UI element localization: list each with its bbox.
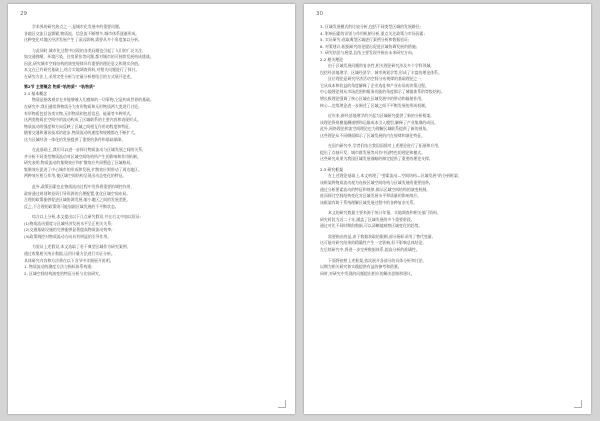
text-line: 学术界的研究热点之一,是城市化发展中的重要问题。 [32, 24, 123, 29]
text-line: 随着交通和通讯技术的进步,物质流动的速度和规模都在不断扩大。 [24, 130, 139, 136]
subsection-heading: 2.1 基本概念 [24, 90, 47, 96]
text-line: 区位理论是研究经济活动空间分布规律的基础理论之一, [328, 76, 423, 82]
text-line: 它从成本和收益的角度解释了企业选址和产业布局的决策过程。 [320, 82, 429, 88]
text-line: 在此基础上,我们可以进一步探讨物质流动与区域发展之间的关系, [32, 147, 144, 153]
text-line: 以期为相关研究和实践提供有益的参考和借鉴。 [320, 264, 402, 270]
text-line: 与此同时,城市化过程中出现的各类问题也引起了人们的广泛关注, [32, 47, 144, 53]
text-line: 进而探讨空间结构变化对区域发展水平和质量的影响效应。 [320, 193, 422, 199]
text-line: 1. 物质流动的测度方法与指标体系构建; [24, 264, 93, 270]
text-line: 这为区域经济一体化的发展提供了重要的条件和基础保障。 [24, 136, 126, 142]
text-line: 物质是指客观存在并能够被人们感知的一切事物,它是构成世界的基础。 [32, 97, 154, 103]
text-line: 该理论将规模报酬递增和运输成本引入模型,解释了产业集聚的成因。 [320, 119, 438, 125]
text-line: 在研究中,我们通常将物质分为有形物质和无形物质两大类进行讨论。 [24, 104, 142, 110]
text-line: 具体研究内容和方法将在以下各节中详细展开说明。 [24, 257, 114, 263]
text-line: 此外,网络理论和流空间理论也为理解区域联系提供了新的视角。 [320, 126, 431, 132]
text-line: 通过收集相关统计数据,运用计量方法进行实证分析。 [24, 250, 115, 256]
text-line: 增长极理论强调了核心区域在区域发展中的带动和辐射作用。 [320, 96, 426, 102]
text-line: 同时,对研究中发现的问题提出相应的解决思路和建议。 [320, 270, 415, 276]
subsection-heading: 2.2 相关理论 [320, 56, 343, 62]
section-heading: 第2节 主要概念 物质“轨物质” “轨物质” [24, 84, 96, 90]
page-body [24, 24, 281, 277]
text-line: 2. 区域空间结构演变的特征分析与比较研究。 [24, 270, 103, 276]
text-line: 为验证上述假设,本文选取了若干典型区域作为研究案例, [32, 244, 128, 250]
text-line: 反之,不合理的政策则可能加剧区域发展的不平衡状态。 [24, 203, 119, 209]
text-line: 并分析不同类型物质流动对区域空间结构所产生的影响和作用机制。 [24, 153, 141, 159]
text-line: 通过分析要素流动的特征和规律,揭示区域空间结构的演变机制。 [320, 186, 431, 192]
text-line: 合理的政策能够促进区域协调发展,缩小地区之间的发展差距。 [24, 197, 131, 203]
text-line: 这可能对研究结果的精确性产生一定影响,但不影响总体结论。 [320, 240, 427, 246]
text-line: 在国内研究中,学者们结合我国国情对上述理论进行了拓展和应用, [328, 143, 440, 149]
text-line: 通过对比不同时期的数据,可以清晰地观察区域变化的趋势。 [320, 223, 423, 229]
text-line: (3)政策调控对物质流动方向具有明显的引导作用。 [24, 233, 112, 239]
text-line: 需要指出的是,由于数据获取的限制,部分指标采用了替代变量, [328, 233, 433, 239]
text-line: 此外,政策因素也在物质流动过程中发挥着重要的调控作用, [32, 184, 132, 190]
text-line: 4. 影响因素的识别与作用机制分析,重点关注政策与市场因素; [320, 30, 425, 36]
subsection-heading: 2.3 研究框架 [320, 166, 343, 172]
text-line: 研究表明,物质流动的集聚效应和扩散效应共同塑造了区域格局。 [24, 160, 135, 166]
text-line: 近年来,新经济地理学的兴起为区域研究提供了新的分析框架, [328, 113, 432, 119]
text-line: 有形物质包括各类实物,无形物质则包括信息、能量等多种形式。 [24, 110, 135, 116]
text-line: 3. 区域发展模式的比较分析,包括不同类型区域的发展路径; [320, 24, 421, 29]
text-line: 5. 实证研究:选取典型区域进行案例分析和数据验证; [320, 37, 410, 43]
text-line: 各地区交流日益频繁,物质流、信息流不断增多,城市体系逐渐形成。 [24, 30, 140, 36]
text-line: 6. 对策建议:根据研究结论提出促进区域协调发展的措施; [320, 43, 418, 49]
page-number: 29 [20, 11, 27, 17]
text-line: 该框架将物质流动视为连接区域空间结构与区域发展的重要纽带。 [320, 180, 433, 186]
text-line: 这些研究成果为我国区域发展战略的制定提供了重要的理论支撑。 [320, 156, 433, 162]
text-line: 7. 研究结论与展望,总结主要发现并指出未来研究方向。 [320, 50, 416, 56]
text-line: 由于区域发展问题的复杂性,相关理论研究涉及多个学科领域, [328, 63, 432, 69]
text-line: (2)交通基础设施的完善能够显著提高物质流动效率; [24, 227, 113, 233]
text-line: 物质流动的强度和方向反映了区域之间相互作用的程度和特征。 [24, 123, 133, 129]
text-line: 在上述理论基础上,本文构建了“要素流动—空间结构—区域发展”的分析框架, [328, 173, 460, 179]
document-page-left [8, 4, 295, 414]
text-line: (1)物质流动强度与区域经济发展水平呈正相关关系; [24, 220, 113, 226]
text-line: 中心地理论则从市场范围和服务功能的角度揭示了城镇体系的等级结构。 [320, 89, 445, 95]
page-corner-mark [278, 400, 286, 408]
text-line: 因此,研究城市空间结构的演变规律具有重要的理论意义和现实价值。 [24, 60, 142, 66]
text-line: 核心—边缘理论进一步阐述了区域之间不平衡发展的形成机制。 [320, 102, 429, 108]
text-line: 如交通拥堵、环境污染、住房紧张等问题,都对城市的可持续发展构成挑战。 [24, 54, 154, 60]
text-line: 两种效应相互作用,使区域空间结构呈现出动态变化的特征。 [24, 173, 127, 179]
text-line: 本文的研究数据主要来源于统计年鉴、实地调查和相关部门资料, [328, 210, 439, 216]
text-line: 本文在已有研究基础上,结合实地调查资料,对相关问题进行了探讨。 [24, 67, 140, 73]
text-line: 这种变化对地区经济发展产生了深远影响,需要从多个角度加以分析。 [24, 37, 142, 43]
text-line: 综合以上分析,本文提出以下几点研究假设,并在后文中加以验证: [32, 214, 141, 220]
text-line: 在研究方法上,采用定性分析与定量分析相结合的方式展开论述。 [24, 73, 135, 79]
text-line: 包括经济地理学、区域经济学、城市规划学等,形成了丰富的理论体系。 [320, 69, 442, 75]
text-line: 这两类物质在空间中的流动构成了区域联系的主要内容和表现形式。 [24, 117, 141, 123]
text-line: 在后续研究中,将进一步完善数据体系,提高分析的准确性。 [320, 246, 420, 252]
text-line: 该框架有助于系统理解区域发展过程中的各种复杂关系。 [320, 199, 418, 205]
page-number: 30 [316, 11, 323, 17]
text-line: 集聚效应促进了中心城市的形成和发展,扩散效应则带动了周边地区。 [24, 166, 142, 172]
text-line: 下面将按照上述框架,依次展开各部分的具体分析和讨论, [328, 257, 424, 263]
text-line: 这些理论从不同侧面揭示了区域发展的内在规律和演化特征。 [320, 132, 426, 138]
text-line: 提出了点轴开发、城市群发展等具有中国特色的理论和模式。 [320, 149, 426, 155]
document-page-right [304, 4, 591, 414]
page-corner-mark [574, 400, 582, 408]
text-line: 研究时段为近二十年,涵盖了区域发展的多个重要阶段。 [320, 216, 415, 222]
text-line: 政府通过规划和投资引导资源的合理配置,优化区域空间布局。 [24, 190, 131, 196]
page-body [320, 24, 577, 277]
